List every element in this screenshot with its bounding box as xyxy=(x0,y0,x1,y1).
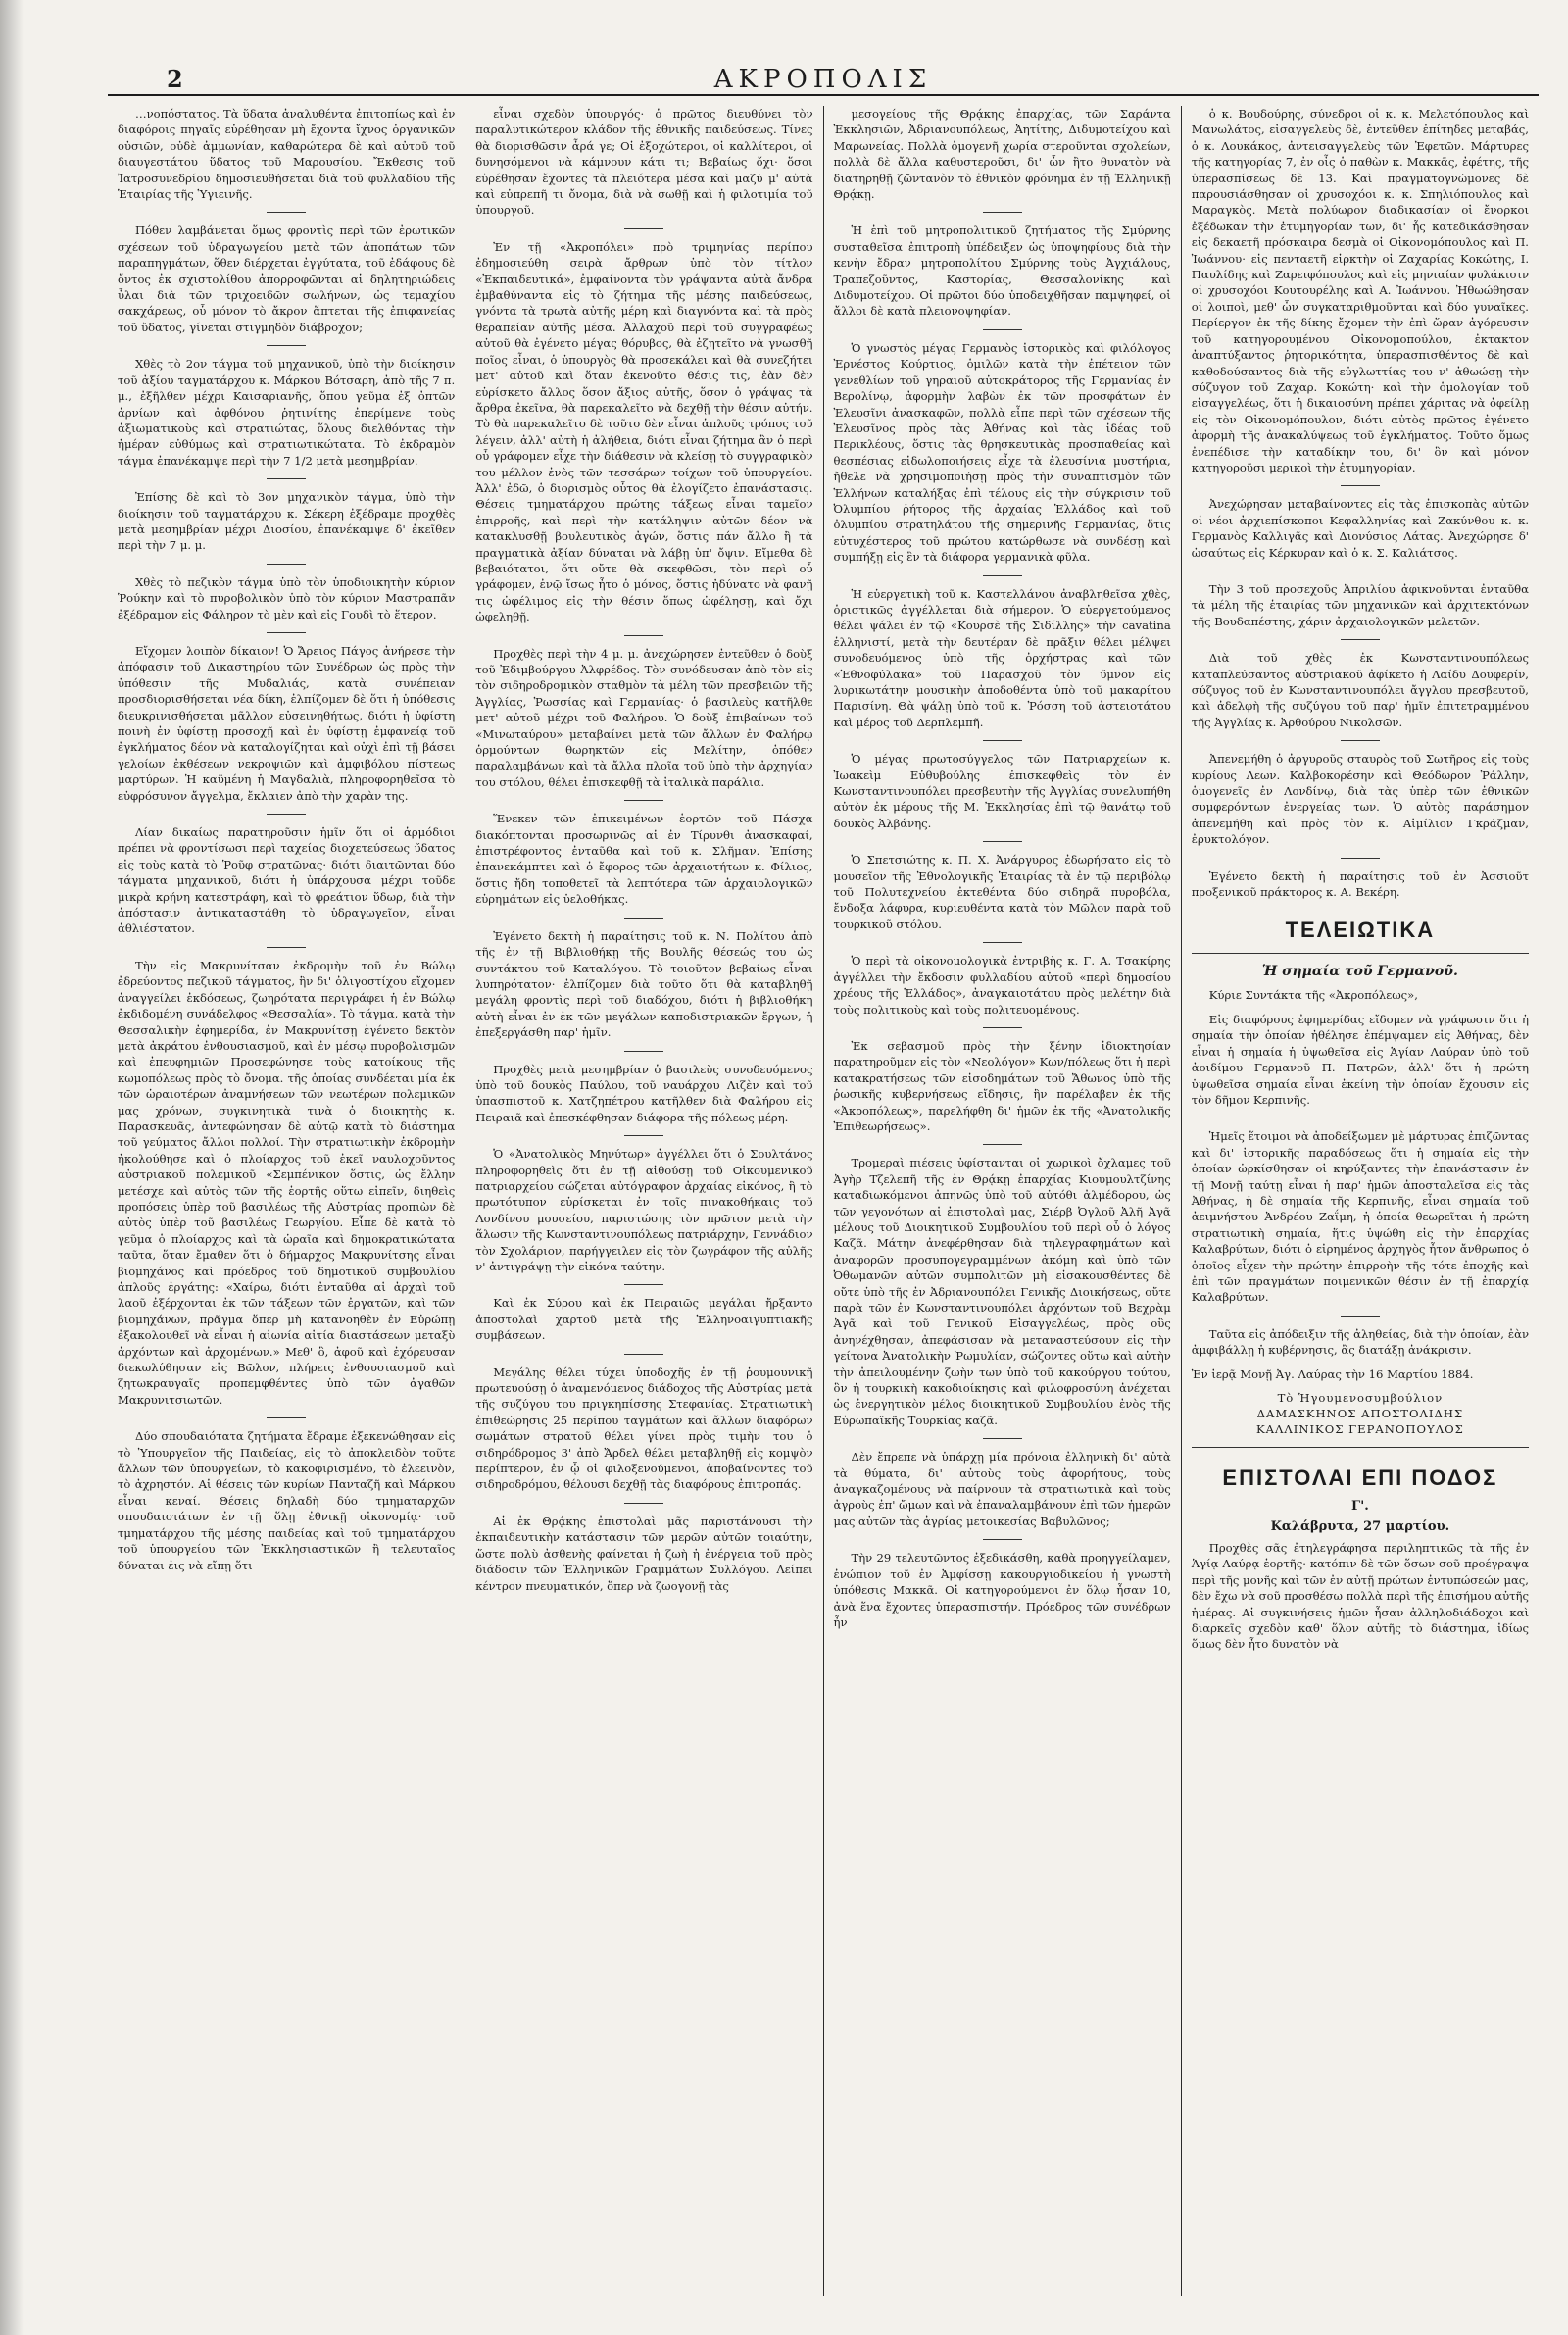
paragraph-separator xyxy=(983,212,1022,213)
article-paragraph: Τὴν 29 τελευτῶντος ἐξεδικάσθη, καθὰ προηγγείλαμεν, ἐνώπιον τοῦ ἐν Ἀμφίσσῃ κακουργιοδικείου ἡ γνωστὴ ὑπόθεσις Μακκᾶ. Οἱ κατηγορούμενοι ἐν ὅλῳ ἦσαν 10, ἀνὰ ἕνα ἔχοντες ὑπερασπιστήν. Πρόεδρος τῶν συνέδρων ἦν xyxy=(833,1551,1171,1629)
letter-salutation: Κύριε Συντάκτα τῆς «Ἀκροπόλεως», xyxy=(1208,988,1418,1003)
article-paragraph: Ἐν τῇ «Ἀκροπόλει» πρὸ τριμηνίας περίπου ἐδημοσιεύθη σειρὰ ἄρθρων ὑπὸ τὸν τίτλον «Ἐκπαιδευτικά», ἐμφαίνοντα τὸν γράψαντα αὐτὰ ἄνδρα ἐμβαθύναντα εἰς τὸ ζήτημα τῆς μέσης παιδεύσεως, γνόντα τὰ τρωτὰ αὐτῆς μέρη καὶ διαγνόντα καὶ τὰ πρὸς θεραπείαν αὐτῆς μέσα. Ἀλλαχοῦ περὶ τοῦ συγγραφέως αὐτοῦ θὰ ἐγένετο μέγας θόρυβος, θὰ ἐζητεῖτο νὰ γνωσθῇ ποῖος εἶναι, ὁ ὑπουργὸς θὰ προσεκάλει καὶ θὰ συνεζήτει μετ' αὐτοῦ καὶ ὅταν ἐκενοῦτο θέσις τις, ἐὰν δὲν εὑρίσκετο ἄλλος ὅσον ἄξιος αὐτῆς, ὅσον ὁ γράψας τὰ ἄρθρα ἐκεῖνα, θὰ παρεκαλεῖτο νὰ δεχθῇ τὴν θέσιν αὐτήν. Τὸ θὰ παρεκαλεῖτο δὲ τοῦτο δὲν εἶναι ἁπλοῦς τρόπος τοῦ λέγειν, ἀλλ' αὐτὴ ἡ ἀλήθεια, διότι εἶναι ζήτημα ἂν ὁ περὶ οὗ γράφομεν εἶχε τὴν διάθεσιν νὰ κλείσῃ τὸ συγγραφικὸν του μέλλον ἐνὸς τῶν τεσσάρων τοίχων τοῦ ὑπουργείου. Ἀλλ' ἐδῶ, ὁ διορισμὸς οὗτος θὰ ἐλογίζετο ἐπανάστασις. Θέσεις τμηματάρχου πρώτης τάξεως εἶναι ταμεῖον ἐπιρροῆς, καὶ περὶ τὴν κατάληψιν αὐτῶν δέον νὰ κατακλυσθῇ βουλευτικὸς ἀγών, ὅστις πάν ἄλλο ἢ τὰ πραγματικὰ ἀξίαν δύναται νὰ λάβῃ ὑπ' ὄψιν. Εἴμεθα δὲ βεβαιότατοι, ὅτι οὔτε θὰ σκεφθῶσι, τὸν περὶ οὗ γράφομεν, ἐνῷ ἴσως ἦτο ὁ μόνος, ὅστις ἠδύνατο νὰ φανῇ τις ὠφέλιμος εἰς τὴν θέσιν ὅπως ὠφέλησῃ, καὶ ὄχι ὠφεληθῇ. xyxy=(475,239,813,624)
paragraph-separator xyxy=(1341,485,1380,486)
article-paragraph: μεσογείους τῆς Θρᾴκης ἐπαρχίας, τῶν Σαράντα Ἐκκλησιῶν, Ἀδριανουπόλεως, Ἀητίτης, Διδυμοτείχου καὶ Μαρωνείας. Πολλὰ ὁμογενῆ χωρία στεροῦνται σχολείων, πολλὰ δὲ ἄλλα καθυστεροῦσι, δι' ὧν ἢτο θυνατὸν νὰ διατηρηθῇ ζῶντανὸν τὸ ἐθνικὸν φρόνημα ἐν τῇ Ἑλληνικῇ Θρᾴκῃ. xyxy=(833,107,1171,202)
article-paragraph: Ἐγένετο δεκτὴ ἡ παραίτησις τοῦ κ. Ν. Πολίτου ἀπὸ τῆς ἐν τῇ Βιβλιοθήκῃ τῆς Βουλῆς θέσεώς του ὡς συντάκτου τοῦ Καταλόγου. Τὸ τοιοῦτον βεβαίως εἶναι λυπηρότατον· ἐλπίζομεν διὰ τοῦτο ὅτι θὰ καταβληθῇ μεγάλη φροντὶς περὶ τοῦ διαδόχου, διότι ἡ βιβλιοθήκη αὐτὴ εἶναι ἐν ἐκ τῶν μεγάλων καποδιστριακῶν ἔργων, ἡ ἐπεξεργάσθη παρ' ἡμῖν. xyxy=(475,928,813,1040)
letter-dateline: Ἐν ἱερᾷ Μονῇ Ἀγ. Λαύρας τὴν 16 Μαρτίου 1884. xyxy=(1191,1366,1474,1381)
signature-name: ΚΑΛΛΙΝΙΚΟΣ ΓΕΡΑΝΟΠΟΥΛΟΣ xyxy=(1255,1422,1464,1436)
article-paragraph: Ἐπίσης δὲ καὶ τὸ 3ον μηχανικὸν τάγμα, ὑπὸ τὴν διοίκησιν τοῦ ταγματάρχου κ. Σέκερη ἐξέδραμε προχθὲς μετὰ μεσημβρίαν μέχρι Διοσίου, ἐπανέκαμψε δ' ἐκεῖθεν περὶ τὴν 7 μ. μ. xyxy=(118,490,456,553)
article-paragraph: Δὲν ἔπρεπε νὰ ὑπάρχῃ μία πρόνοια ἐλληνικὴ δι' αὐτὰ τὰ θύματα, δι' αὐτοὺς τοὺς ἀφορήτους, τοὺς ἀναγκαζομένους νὰ παίρνουν τὰ στρατιωτικὰ καὶ τοὺς ἀγροὺς ἐπ' ὤμων καὶ νὰ ἐπαναλαμβάνουν ἐπὶ τῶν ἡμερῶν μας αὐτῶν τὰς ἀγρίας μετοικεσίας Βαβυλῶνος; xyxy=(833,1450,1171,1528)
paragraph-separator xyxy=(624,1503,663,1504)
article-paragraph: Ἡμεῖς ἕτοιμοι νὰ ἀποδείξωμεν μὲ μάρτυρας ἐπιζῶντας καὶ δι' ἱστορικῆς παραδόσεως ὅτι ἡ σημαία εἰς τὴν ὁποίαν ὡρκίσθησαν οἱ κηρύξαντες τὴν ἐπανάστασιν ἐν τῇ Μονῇ ταύτῃ εἶναι ἡ παρ' ἡμῶν ἀποσταλεῖσα εἰς τὰς Ἀθήνας, ἡ δὲ σημαία τῆς Κερπινῆς, εἶναι σημαία τοῦ ἀειμνήστου Ἀνδρέου Ζαΐμη, ἡ ὁποία θεωρεῖται ἡ πρώτη στρατιωτικὴ σημαία, ἥτις ὑψώθη εἰς τὴν ἐπαρχίας Καλαβρύτων, διότι ὁ εἰρημένος ἀρχηγὸς ἦτον ἄνθρωπος ὁ ὁποῖος εἶχεν τὴν πρώτην ἐπιρροὴν τῆς τότε ἐποχῆς καὶ ἐπὶ τῶν πραγμάτων ποιμενικῶν θέσιν ἐν τῇ ἐπαρχίᾳ Καλαβρύτων. xyxy=(1191,1129,1529,1305)
signatures-intro: Τὸ Ἡγουμενοσυμβούλιον xyxy=(1277,1391,1444,1405)
article-paragraph: Πόθεν λαμβάνεται ὅμως φροντὶς περὶ τῶν ἐρωτικῶν σχέσεων τοῦ ὑδραγωγείου μετὰ τῶν ἀποπάτων τῶν παραπηγμάτων, ὅθεν διέρχεται ἐγγύτατα, τοῦ ἐδάφους δὲ ὄντος ἐκ σχιστολίθου ἀπορροφῶνται αἱ δηλητηριώδεις ὗλαι διὰ τῶν τριχοειδῶν σωλήνων, ὡς τεμαχίου σακχάρεως, οὗ μόνον τὸ ἄκρον ἅπτεται τῆς ἐπιφανείας τοῦ ὕδατος, γίνεται στιγμηδὸν διάβροχον; xyxy=(118,224,456,334)
column-2 xyxy=(465,106,822,2296)
article-paragraph: Τὴν εἰς Μακρυνίτσαν ἐκδρομὴν τοῦ ἐν Βώλῳ ἐδρεύοντος πεζικοῦ τάγματος, ἣν δι' ὀλιγοστίχου εἴχομεν ἀναγγείλει ἐκδόσεως, ζωηρότατα περιγράφει ἡ ἐν Βώλῳ ἐκδιδομένη συνάδελφος «Θεσσαλία». Τὸ τάγμα, κατὰ τὴν Θεσσαλικὴν ἐφημερίδα, ἐν Μακρυνίτσῃ ἐγένετο δεκτὸν μετὰ ἀκράτου ἐνθουσιασμοῦ, καὶ ἐν μέσῳ πυροβολισμῶν καὶ ἐπευφημιῶν Προσεφώνησε τοὺς κατοίκους τῆς κωμοπόλεως πρὸς τὸ ὄνομα. τῆς ὁποίας συνδέεται μία ἐκ τῶν ὡραιοτέρων ἀναμνήσεων τῶν νεωτέρων πολεμικῶν μας χρόνων, συγκινητικὰ τινὰ ὁ διοικητὴς κ. Παρασκευᾶς, ἀντεφώνησαν δὲ αὐτῷ κατὰ τὸ διάστημα τοῦ γεύματος ἄλλοι πολλοί. Τὴν στρατιωτικὴν ἐκδρομὴν ἠκολούθησε καὶ ὁ πλοίαρχος τοῦ ἐκεῖ ναυλοχοῦντος αὐστριακοῦ πολεμικοῦ «Σεμπένικον ὅστις, ὡς ἔλλην μετέσχε καὶ αὐτὸς τῶν τῆς ἑορτῆς οὕτω εἰπεῖν, διηθεὶς προπόσεις ὑπὲρ τοῦ βασιλέως τῆς Αὐστρίας προπιὼν δὲ αὐτὸς ὑπὲρ τοῦ βασιλέως Γεωργίου. Εἶπε δὲ κατὰ τὸ γεῦμα ὁ πλοίαρχος καὶ τὰ ὡραῖα καὶ δημοκρατικώτατα ταῦτα, ὅταν ἔμαθεν ὅτι ὁ δήμαρχος Μακρυνίτσης εἶναι βιομηχάνος καὶ πρόεδρος τοῦ δημοτικοῦ συμβουλίου ἁπλοῦς ἐργάτης: «Χαίρω, διότι ἐνταῦθα αἱ ἀρχαὶ τοῦ λαοῦ ἐξέρχονται ἐκ τῶν τάξεων τῶν ἐργατῶν, καὶ τῶν βιομηχάνων, πρᾶγμα ὅπερ μὴ κατανοηθὲν ἐν Εὐρώπῃ ἐξακολουθεῖ νὰ εἶναι ἡ αἰωνία αἰτία διαστάσεων μεταξὺ ἀρχόντων καὶ ἀρχομένων.» Μεθ' ὃ, ἀφοῦ καὶ ἐχόρευσαν διεκωλύθησαν εἰς Βῶλον, πλήρεις ἐνθουσιασμοῦ καὶ ζητωκραυγαῖς προπεμφθέντες ὑπὸ τῶν ἀγαθῶν Μακρυνιτσιωτῶν. xyxy=(118,958,456,1407)
paragraph-separator xyxy=(267,632,306,633)
article-paragraph: Ἐγένετο δεκτὴ ἡ παραίτησις τοῦ ἐν Ἀσσιοῦτ προξενικοῦ πράκτορος κ. Α. Βεκέρη. xyxy=(1191,869,1529,900)
column-3 xyxy=(823,106,1181,2296)
paragraph-separator xyxy=(624,1284,663,1285)
paragraph-separator xyxy=(267,212,306,213)
article-paragraph: Ὁ «Ἀνατολικὸς Μηνύτωρ» ἀγγέλλει ὅτι ὁ Σουλτάνος πληροφορηθεὶς ὅτι ἐν τῇ αἰθούσῃ τοῦ Οἰκουμενικοῦ πατριαρχείου σώζεται αὐτόγραφον ἀρχαίας εἰκόνος, ἣ τὸ πρωτότυπον εὑρίσκεται ἐν τοῖς πινακοθήκαις τοῦ Λονδίνου μουσείου, παριστώσης τὸν πρῶτον μετὰ τὴν ἅλωσιν τῆς Κωνσταντινουπόλεως πατριάρχην, Γεννάδιον τὸν Σχολάριον, παρήγγειλεν εἰς τὸν ζωγράφον τῆς αὐλῆς ν' ἀντιγράψῃ τὴν εἰκόνα ταύτην. xyxy=(475,1147,813,1273)
article-paragraph: Χθὲς τὸ 2ον τάγμα τοῦ μηχανικοῦ, ὑπὸ τὴν διοίκησιν τοῦ ἀξίου ταγματάρχου κ. Μάρκου Βότσαρη, ἀπὸ τῆς 7 π. μ., ἐξῆλθεν μέχρι Καισαριανῆς, ὅπου γεῦμα ἐξ ὀπτῶν ἀρνίων καὶ ἀφθόνου ῥητινίτης ἐπερίμενε τοὺς ἀξιωματικοὺς καὶ στρατιώτας, ὅλους διελθόντας τὴν ἡμέραν εὐθύμως καὶ στρατιωτικώτατα. Τὸ ἐκδραμὸν τάγμα ἐπανέκαμψε περὶ τὴν 7 1/2 μετὰ μεσημβρίαν. xyxy=(118,357,456,468)
paragraph-separator xyxy=(983,1438,1022,1439)
paragraph-separator xyxy=(624,918,663,919)
article-paragraph: Ἀνεχώρησαν μεταβαίνοντες εἰς τὰς ἐπισκοπὰς αὐτῶν οἱ νέοι ἀρχιεπίσκοποι Κεφαλληνίας καὶ Ζακύνθου κ. κ. Γερμανὸς Καλλιγᾶς καὶ Διονύσιος Λάτας. Ἀνεχώρησε δ' ὡσαύτως εἰς Κέρκυραν καὶ ὁ κ. Σ. Καλιάτσος. xyxy=(1191,497,1529,560)
paragraph-separator xyxy=(1341,858,1380,859)
paragraph-separator xyxy=(267,947,306,948)
article-paragraph: Τρομεραὶ πιέσεις ὑφίστανται οἱ χωρικοὶ ὄχλαμες τοῦ Ἀγὴρ Τζελεπῆ τῆς ἐν Θρᾴκῃ ἐπαρχίας Κιουμουλτζίνης καταδιωκόμενοι ἀπηνῶς ὑπὸ τοῦ αὐτόθι ἀλμέδορου, ὡς τῶν γεγονότων αἱ ἐπιστολαὶ μας, Σιέρβ Ὀγλοῦ Ἀλῆ Ἀγᾶ μέλους τοῦ Διοικητικοῦ Συμβουλίου τοῦ περὶ οὗ ὁ λόγος Καζᾶ. Μάτην ἀνεφέρθησαν διὰ τηλεγραφημάτων καὶ ἀναφορῶν προσυπογεγραμμένων ἀκόμη καὶ ὑπὸ τῶν Ὀθωμανῶν αὐτῶν συμπολιτῶν μὴ εἰσακουσθέντες δὲ οὔτε ὑπὸ τῆς ἐν Ἀδριανουπόλει Γενικῆς Διοικήσεως, οὔτε παρὰ τῶν ἐν Κωνσταντινουπόλει ἀρχόντων τοῦ Βεχρὰμ Ἀγᾶ καὶ τοῦ Γενικοῦ Εἰσαγγελέως, πρὸς οὓς ἀνηνέχθησαν, ἀπεφάσισαν νὰ μεταναστεύσουν εἰς τὴν γείτονα Ἀνατολικὴν Ῥωμυλίαν, σώζοντες οὕτω καὶ αὐτὴν τὴν ἀπειλουμένην ζωὴν των ὑπὸ τοῦ κακούργου τούτου, ὃν ἡ τουρκικὴ κακοδιοίκησις καὶ φιλοφροσύνη ἀνέχεται ὡς ἐνεργητικὸν μέλος διοικητικοῦ Συμβουλίου ἐνὸς τῆς Εὐρωπαϊκῆς Τουρκίας καζᾶ. xyxy=(833,1156,1171,1427)
article-paragraph: Καὶ ἐκ Σύρου καὶ ἐκ Πειραιῶς μεγάλαι ἤρξαντο ἀποστολαὶ χαρτοῦ μετὰ τῆς Ἑλληνοαιγυπτιακῆς συμβάσεων. xyxy=(475,1296,813,1343)
section-title-epistolai: ΕΠΙΣΤΟΛΑΙ ΕΠΙ ΠΟΔΟΣ xyxy=(1222,1466,1498,1490)
masthead xyxy=(108,65,1539,96)
article-paragraph: Ὁ Σπετσιώτης κ. Π. Χ. Ἀνάργυρος ἐδωρήσατο εἰς τὸ μουσεῖον τῆς Ἐθνολογικῆς Ἑταιρίας τὰ ἐν τῷ περιβόλῳ τοῦ Πολυτεχνείου ἐκτεθέντα δύο σιδηρᾶ πυροβόλα, ἔνδοξα λάφυρα, κυριευθέντα κατὰ τὸν Μῶλον παρὰ τοῦ τουρκικοῦ στόλου. xyxy=(833,853,1171,931)
article-paragraph: Ἀπενεμήθη ὁ ἀργυροῦς σταυρὸς τοῦ Σωτῆρος εἰς τοὺς κυρίους Λεων. Καλβοκορέσην καὶ Θεόδωρον Ῥάλλην, ὁμογενεῖς ἐν Λονδίνῳ, διὰ τὰς ὑπὲρ τῶν ἐθνικῶν συμφερόντων ἐνεργείας των. Ὁ αὐτὸς παράσημον ἀπενεμήθη καὶ πρὸς τὸν κ. Αἰμίλιον Γκράζμαν, ἐρυκτολόγον. xyxy=(1191,752,1529,847)
signature-block xyxy=(1192,1390,1529,1437)
section-subtitle: Ἡ σημαία τοῦ Γερμανοῦ. xyxy=(1261,964,1458,980)
article-paragraph: Ὁ μέγας πρωτοσύγγελος τῶν Πατριαρχείων κ. Ἰωακεὶμ Εὐθυβούλης ἐπισκεφθεὶς τὸν ἐν Κωνσταντινουπόλει πρεσβευτὴν τῆς Ἀγγλίας συνελυπήθη αὐτὸν ἐκ μέρους τῆς Μ. Ἐκκλησίας ἐπὶ τῷ θανάτῳ τοῦ δουκὸς Ἀλβάνης. xyxy=(833,752,1171,830)
paragraph-separator xyxy=(624,635,663,636)
article-paragraph: Προχθὲς μετὰ μεσημβρίαν ὁ βασιλεὺς συνοδευόμενος ὑπὸ τοῦ δουκὸς Παύλου, τοῦ ναυάρχου Λιζὲν καὶ τοῦ ὑπασπιστοῦ κ. Χατζηπέτρου κατῆλθεν διὰ Φαλήρου εἰς Πειραιᾶ καὶ ἐπεσκέφθησαν διάφορα τῆς πόλεως μέρη. xyxy=(475,1062,813,1124)
paragraph-separator xyxy=(267,478,306,479)
paragraph-separator xyxy=(267,814,306,815)
article-paragraph: Μεγάλης θέλει τύχει ὑποδοχῆς ἐν τῇ ῥουμουνικῇ πρωτευούσῃ ὁ ἀναμενόμενος διάδοχος τῆς Αὐστρίας μετὰ τῆς συζύγου του πριγκηπίσσης Στεφανίας. Στρατιωτικὴ ἐπιθεώρησις 25 περίπου ταγμάτων καὶ ἄλλων διαφόρων σωμάτων στρατοῦ θέλει γίνει πρὸς τιμὴν του ὁ σιδηρόδρομος 3' ἀπὸ Ἄρδελ θέλει μεταβληθῇ εἰς κομψὸν περίπτερον, ἐν ᾧ οἱ φιλοξενούμενοι, ἀποβαίνοντες τοῦ σιδηροδρόμου, θέλουσι δεχθῇ τὰς διαφόρους ἐπιτροπάς. xyxy=(475,1365,813,1492)
paragraph-separator xyxy=(267,564,306,565)
article-paragraph: Λίαν δικαίως παρατηροῦσιν ἡμῖν ὅτι οἱ ἁρμόδιοι πρέπει νὰ φροντίσωσι περὶ ταχείας διοχετεύσεως ὕδατος εἰς τοὺς κατὰ τὸ Ῥοῦφ στρατῶνας· διότι διαιτῶνται δύο τάγματα μηχανικοῦ, διότι ἡ ὑπάρχουσα μέχρι τοῦδε μικρὰ κρήνη κατεστράφη, καὶ τὸ φρεάτιον ὕδωρ, διὰ τὴν ἀπόστασιν ἀντικαταστάθη τὸ ὑδραγωγεῖον, εἶναι ἀθλιέστατον. xyxy=(118,825,456,936)
article-paragraph: εἶναι σχεδὸν ὑπουργός· ὁ πρῶτος διευθύνει τὸν παραλυτικώτερον κλάδον τῆς ἐθνικῆς παιδεύσεως. Τίνες θὰ διορισθῶσιν ἆρά γε; Οἱ ἐξοχώτεροι, οἱ καλλίτεροι, οἱ δυνησόμενοι νὰ κάμνουν κάτι τι; Βεβαίως ὄχι· ὅσοι εὐρέθησαν ἔχοντες τὰ πλειότερα μέσα καὶ μαζὺ μ' αὐτὰ καὶ εὐπρεπῆ τι ὄνομα, διὰ νὰ σωθῇ καὶ ἡ φιλοτιμία τοῦ ὑπουργοῦ. xyxy=(475,107,813,218)
paragraph-separator xyxy=(267,345,306,346)
paragraph-separator xyxy=(983,942,1022,943)
paragraph-separator xyxy=(624,1051,663,1052)
article-paragraph: Προχθὲς περὶ τὴν 4 μ. μ. ἀνεχώρησεν ἐντεῦθεν ὁ δοὺξ τοῦ Ἐδιμβούργου Ἀλφρέδος. Τὸν συνόδευσαν ἀπὸ τὸν εἰς τὸν σιδηροδρομικὸν σταθμὸν τὰ μέλη τῶν πρεσβειῶν τῆς Ἀγγλίας, Ῥωσσίας καὶ Γερμανίας· ὁ βασιλεὺς κατῆλθε μετ' αὐτοῦ μέχρι τοῦ Φαλήρου. Ὁ δοὺξ ἐπιβαίνων τοῦ «Μινωταύρου» μεταβαίνει μετὰ τῶν ἄλλων ἐν Φαλήρῳ ὁρμούντων θωρηκτῶν εἰς Μελίτην, ὁπόθεν παραλαμβάνων καὶ τὰ ἄλλα πλοῖα τοῦ ὑπὸ τὴν ἀρχηγίαν του στόλου, θέλει ἐπισκεφθῇ τὰ ἰταλικὰ παράλια. xyxy=(475,646,813,789)
divider xyxy=(1192,953,1529,954)
column-4 xyxy=(1181,106,1539,2296)
section-title-teleiotika: ΤΕΛΕΙΩΤΙΚΑ xyxy=(1285,918,1436,943)
article-paragraph: Χθὲς τὸ πεζικὸν τάγμα ὑπὸ τὸν ὑποδιοικητὴν κύριον Ῥούκην καὶ τὸ πυροβολικὸν ὑπὸ τὸν κύριον Μαστραπᾶν ἐξέδραμον εἰς Φάληρον τὸ μὲν καὶ εἰς Γουδὶ τὸ ἕτερον. xyxy=(118,574,456,621)
paragraph-separator xyxy=(983,841,1022,842)
article-paragraph: …νοπόστατος. Τὰ ὕδατα ἀναλυθέντα ἐπιτοπίως καὶ ἐν διαφόροις πηγαῖς εὑρέθησαν μὴ ἔχοντα ἴχνος ὀργανικῶν οὐσιῶν, οὐδὲ ἀμμωνίαν, καθαρώτερα δὲ καὶ αὐτοῦ τοῦ διαυγεστάτου ὕδατος τοῦ Μαρουσίου. Ἔκθεσις τοῦ Ἰατροσυνεδρίου δημοσιευθήσεται διὰ τοῦ φυλλαδίου τῆς Ἑταιρίας τῆς Ὑγιεινῆς. xyxy=(118,107,456,202)
article-paragraph: Προχθὲς σᾶς ἐτηλεγράφησα περιληπτικῶς τὰ τῆς ἐν Ἁγίᾳ Λαύρᾳ ἑορτῆς· κατόπιν δὲ τῶν ὅσων σοῦ προέγραψα περὶ τῆς μονῆς καὶ τῶν ἐν αὐτῇ πρώτων ἐντυπώσεών μας, δὲν ἔχω νὰ σοῦ προσθέσω πολλὰ περὶ τῆς ἐπισήμου αὐτῆς ἡμέρας. Αἱ συγκινήσεις ἡμῶν ἦσαν ἀλληλοδιάδοχοι καὶ διαρκεῖς σχεδὸν καθ' ὅλον αὐτῆς τὸ διάστημα, ἰδίως ὅμως δὲν ἦτο δυνατὸν νὰ xyxy=(1191,1541,1529,1652)
article-paragraph: Ἐκ σεβασμοῦ πρὸς τὴν ξένην ἰδιοκτησίαν παρατηροῦμεν εἰς τὸν «Νεολόγον» Κων/πόλεως ὅτι ἡ περὶ κατακρατήσεως τῶν εἰσοδημάτων τοῦ Ἄθωνος ὑπὸ τῆς ῥωσικῆς κυβερνήσεως εἴδησις, ἣν παρέλαβεν ἐκ τῆς «Ἀκροπόλεως», παρελήφθη δι' ἡμῶν ἐκ τῆς «Ἀνατολικῆς Ἐπιθεωρήσεως». xyxy=(833,1038,1171,1133)
article-paragraph: Διὰ τοῦ χθὲς ἐκ Κωνσταντινουπόλεως καταπλεύσαντος αὐστριακοῦ ἀφίκετο ἡ Λαίδυ Δουφερίν, σύζυγος τοῦ ἐν Κωνσταντινουπόλει ἄγγλου πρεσβευτοῦ, καὶ ἀδελφὴ τῆς συζύγου τοῦ παρ' ἡμῖν ἐπιτετραμμένου τῆς Ἀγγλίας κ. Ἀρθούρου Νικολσῶν. xyxy=(1191,651,1529,729)
paragraph-separator xyxy=(624,228,663,229)
article-paragraph: ὁ κ. Βουδούρης, σύνεδροι οἱ κ. κ. Μελετόπουλος καὶ Μανωλάτος, εἰσαγγελεὺς δὲ, ἐντεῦθεν ἐπίτηδες μεταβάς, ὁ κ. Λουκάκος, ἀντεισαγγελεὺς τῶν Ἐφετῶν. Μάρτυρες τῆς κατηγορίας 7, ἐν οἷς ὁ παθὼν κ. Μακκᾶς, ἐφέτης, τῆς ὑπερασπίσεως δὲ 13. Καὶ πραγματογνώμονες δὲ παρουσιάσθησαν οἱ χρυσοχόοι κ. κ. Σπηλιόπουλος καὶ Μαραγκὸς. Μετὰ πολύωρον διαδικασίαν οἱ ἔνορκοι ἐξέδωκαν τὴν ἐτυμηγορίαν των, δι' ἧς κατεδικάσθησαν εἰς δεκαετῆ πρόσκαιρα δεσμὰ οἱ Οἰκονομόπουλος καὶ Π. Ἰωάννου· εἰς πενταετῆ εἱρκτὴν οἱ Ζαχαρίας Κοκώτης, Ι. Παυλίδης καὶ Ζαρειφόπουλος καὶ εἰς μηνιαίαν φυλάκισιν οἱ χρυσοχόοι Κουτουρέλης καὶ Α. Ἰωάννου. Ἠθωώθησαν οἱ λοιποὶ, μεθ' ὧν συγκαταριθμοῦνται καὶ δύο γυναῖκες. Περίεργον ἐκ τῆς δίκης ἔχομεν τὴν ἐπὶ ὥραν ἀγόρευσιν τοῦ κατηγορουμένου Οἰκονομοπούλου, ἐκτακτον ἀναπτύξαντος ῥητορικότητα, ὑπερασπισθέντος δὲ καὶ καθοδούσαντος διὰ τῆς εὐγλωττίας του ν' ἀθωώσῃ τὴν σύζυγον τοῦ Ζαχαρ. Κοκώτη· καὶ τὴν ὁμολογίαν τοῦ εἰσαγγελέως, ὅτι ἡ δικαιοσύνη πρέπει χάριτας νὰ ὀφείλῃ εἰς τὸν Οἰκονομόπουλον, διότι αὐτὸς πρῶτος ἐγένετο ἀφορμὴ τῆς ἀνακαλύψεως τοῦ ἐγκλήματος. Τοῦτο ὅμως ἐνεπέδισε τὴν καταδίκην του, δι' ὃν καὶ μόνον κατηγοροῦσι μερικοὶ τὴν ἐτυμηγορίαν. xyxy=(1191,107,1529,474)
page-number: 2 xyxy=(167,65,183,93)
paragraph-separator xyxy=(624,800,663,801)
paragraph-separator xyxy=(624,1354,663,1355)
article-paragraph: Τὴν 3 τοῦ προσεχοῦς Ἀπριλίου ἀφικνοῦνται ἐνταῦθα τὰ μέλη τῆς ἑταιρίας τῶν μηχανικῶν καὶ ἀρχιτεκτόνων τῆς Βουδαπέστης, χάριν ἀρχαιολογικῶν μελετῶν. xyxy=(1191,581,1529,628)
paragraph-separator xyxy=(983,1144,1022,1145)
article-paragraph: Αἱ ἐκ Θρᾴκης ἐπιστολαὶ μᾶς παριστάνουσι τὴν ἐκπαιδευτικὴν κατάστασιν τῶν μερῶν αὐτῶν τοιαύτην, ὥστε πολὺ ἀσθενὴς φαίνεται ἡ ζωὴ ἡ ἐνέργεια τοῦ πρὸς διάδοσιν τῶν Ἑλληνικῶν Γραμμάτων Συλλόγου. Λείπει κέντρον πνευματικόν, ὅπερ νὰ ζωογονῇ τὰς xyxy=(475,1514,813,1593)
signature-name: ΔΑΜΑΣΚΗΝΟΣ ΑΠΟΣΤΟΛΙΔΗΣ xyxy=(1256,1407,1464,1420)
paragraph-separator xyxy=(624,1135,663,1136)
article-paragraph: Ἡ ἐπὶ τοῦ μητροπολιτικοῦ ζητήματος τῆς Σμύρνης συσταθεῖσα ἐπιτροπὴ ὑπέδειξεν ὡς ὑποψηφίους διὰ τὴν κενὴν ἔδραν μητροπολίτου Σμύρνης τοὺς Ἀγχιάλους, Τραπεζοῦντος, Καστορίας, Θεσσαλονίκης καὶ Διδυμοτείχου. Οἱ πρῶτοι δύο ὑποδειχθῆσαν παμψηφεί, οἱ ἄλλοι δὲ κατὰ πλειονοψηφίαν. xyxy=(833,224,1171,319)
section-dateline: Καλάβρυτα, 27 μαρτίου. xyxy=(1270,1519,1450,1534)
divider xyxy=(1192,1447,1529,1448)
scan-edge-shadow xyxy=(0,0,24,2335)
paragraph-separator xyxy=(1341,1316,1380,1317)
article-paragraph: Δύο σπουδαιότατα ζητήματα ἔδραμε ἐξεκενώθησαν εἰς τὸ Ὑπουργεῖον τῆς Παιδείας, εἰς τὸ ἀποκλειδὸν τοῦτε ἄλλων τῶν ὑπουργείων, τὸ κακοφιρισμένο, τὸ ἐλεεινὸν, τὸ ἀχρηστόν. Αἱ θέσεις τῶν κυρίων Πανταζῆ καὶ Μάρκου εἶναι κεναί. Θέσεις δηλαδὴ δύο τμηματαρχῶν σπουδαιοτάτων ἐν τῇ ὅλῃ ἐθνικῇ οἰκονομίᾳ· τοῦ τμηματάρχου τῆς μέσης παιδείας καὶ τοῦ τμηματάρχου τοῦ ὑπουργείου τῶν Ἐκκλησιαστικῶν ἢ τελευταῖος δύναται ἐις νὰ εἴπῃ ὅτι xyxy=(118,1429,456,1572)
paragraph-separator xyxy=(267,1417,306,1418)
article-paragraph: Ἡ εὐεργετικὴ τοῦ κ. Καστελλάνου ἀναβληθεῖσα χθὲς, ὁριστικῶς ἀγγέλλεται διὰ σήμερον. Ὁ εὐεργετούμενος θέλει ψάλει ἐν τῷ «Κουρσὲ τῆς Σιδίλλης» τὴν cavatina ἑλληνιστί, μετὰ τὴν δευτέραν δὲ πρᾶξιν θέλει μέλψει συνοδευόμενος ὑπὸ τῆς ὀρχήστρας καὶ τῶν «Ἐθνοφύλακα» τοῦ Παρασχοῦ τὸν ὕμνον εἰς λυρικωτάτην μουσικὴν ἀποδοθέντα ὑπὸ τοῦ μακαρίτου Παρισίνη. Θὰ ψάλῃ ὑπὸ τοῦ κ. Ῥόσση τοῦ ἀστειοτάτου καὶ μέρος τοῦ Δερπλεμπῆ. xyxy=(833,586,1171,729)
article-columns xyxy=(108,106,1539,2296)
paragraph-separator xyxy=(983,575,1022,576)
paragraph-separator xyxy=(983,1539,1022,1540)
article-paragraph: Ὁ γνωστὸς μέγας Γερμανὸς ἱστορικὸς καὶ φιλόλογος Ἐρνέστος Κούρτιος, ὁμιλῶν κατὰ τὴν ἐπέτειον τῶν γενεθλίων τοῦ γηραιοῦ αὐτοκράτορος τῆς Γερμανίας ἐν Βερολίνῳ, ἀφορμὴν λαβὼν ἐκ τῶν προσφάτων ἐν Ἐλευσῖνι ἀνασκαφῶν, πολλὰ εἶπε περὶ τῶν σχέσεων τῆς Ἐλευσῖνος πρὸς τὰς Ἀθήνας καὶ τὰς ἰδέας τοῦ Περικλέους, ὅστις τὰς θρησκευτικὰς προσπαθείας καὶ θεσπέσιας εἰδωλοποιήσεις εἶχε τὰ ἐλευσίνια μυστήρια, ἤθελε νὰ χρησιμοποιήσῃ πρὸς τὴν συναπτισμὸν τῶν Ἑλλήνων καταλήξας ἐπὶ τέλους εἰς τὴν σύγκρισιν τοῦ Ὀλυμπίου ῥήτορος τῆς ἀρχαίας Ἑλλάδος καὶ τοῦ ὀλυμπίου στρατηλάτου τῆς σημερινῆς Γερμανίας, ὅτις εὐτυχέστερος τοῦ πρώτου κατώρθωσε νὰ συνδέσῃ καὶ συμπήξῃ εἰς ἓν τὰ διάφορα γερμανικὰ φῦλα. xyxy=(833,340,1171,565)
article-paragraph: Ἕνεκεν τῶν ἐπικειμένων ἑορτῶν τοῦ Πάσχα διακόπτονται προσωρινῶς αἱ ἐν Τίρυνθι ἀνασκαφαί, ἐπιστρέφοντος ἐνταῦθα καὶ τοῦ κ. Σλῆμαν. Ἐπίσης ἐπανεκάμπτει καὶ ὁ ἔφορος τῶν ἀρχαιοτήτων κ. Φίλιος, ὅστις ἤδη τοποθετεῖ τὰ λεπτότερα τῶν ἀρχαιολογικῶν εὑρημάτων εἰς ὑελοθήκας. xyxy=(475,812,813,907)
article-paragraph: Ταῦτα εἰς ἀπόδειξιν τῆς ἀληθείας, διὰ τὴν ὁποίαν, ἐὰν ἀμφιβάλλῃ ἡ κυβέρνησις, ἂς διατάξῃ ἀνάκρισιν. xyxy=(1191,1326,1529,1358)
letter-number: Γ'. xyxy=(1351,1499,1369,1514)
newspaper-title: ΑΚΡΟΠΟΛΙΣ xyxy=(713,65,933,94)
article-paragraph: Ὁ περὶ τὰ οἰκονομολογικὰ ἐντριβὴς κ. Γ. Α. Τσακίρης ἀγγέλλει τὴν ἔκδοσιν φυλλαδίου αὐτοῦ «περὶ δημοσίου χρέους τῆς Ἑλλάδος», ἀναγκαιοτάτου πρὸς μελέτην διὰ τοὺς πολιτικοὺς καὶ τοὺς πολιτευομένους. xyxy=(833,954,1171,1017)
paragraph-separator xyxy=(983,1027,1022,1028)
column-1 xyxy=(108,106,465,2296)
paragraph-separator xyxy=(1341,639,1380,640)
paragraph-separator xyxy=(1341,740,1380,741)
paragraph-separator xyxy=(983,329,1022,330)
paragraph-separator xyxy=(983,740,1022,741)
article-paragraph: Εἴχομεν λοιπὸν δίκαιον! Ὁ Ἄρειος Πάγος ἀνήρεσε τὴν ἀπόφασιν τοῦ Δικαστηρίου τῶν Συνέδρων ὡς πρὸς τὴν ὑπόθεσιν τῆς Μυδαλιάς, κατὰ συνέπειαν προσδιορισθήσεται νέα δίκη, ἐλπίζομεν δὲ ὅτι ἡ ὑπόθεσις διευκρινισθήσεται μᾶλλον εὐσεινηθήτως, διότι ἡ ὑφίστη ποινὴ ἐν ὑφίστῃ προσοχῇ καὶ ἐν ὑφίστῃ ἐμφανείᾳ τοῦ ἐγκλήματος δέον νὰ καταλογίζηται καὶ οὐχὶ ἐπὶ τῇ βάσει γελοίων ἐκθέσεων νεκροψιῶν καὶ ἀμφιβόλου πίστεως μαρτύρων. Ἡ καϋμένη ἡ Μαγδαλιὰ, πληροφορηθεῖσα τὸ εὐφρόσυνον ἄγγελμα, ἔκλαιεν ἀπὸ τὴν χαρὰν της. xyxy=(118,643,456,803)
article-paragraph: Εἰς διαφόρους ἐφημερίδας εἴδομεν νὰ γράφωσιν ὅτι ἡ σημαία τὴν ὁποίαν ἠθέλησε ἐπέμψαμεν εἰς Ἀθήνας, δὲν εἶναι ἡ σημαία ἡ ὑψωθεῖσα εἰς Ἁγίαν Λαύραν ὑπὸ τοῦ ἀοιδίμου Γερμανοῦ Π. Πατρῶν, ἀλλ' ὅτι ἡ πρώτη ὑψωθεῖσα σημαία εἶναι ἐκείνη τὴν ὁποίαν ἔχουσιν εἰς τὸν δῆμον Κερπινῆς. xyxy=(1191,1012,1529,1107)
